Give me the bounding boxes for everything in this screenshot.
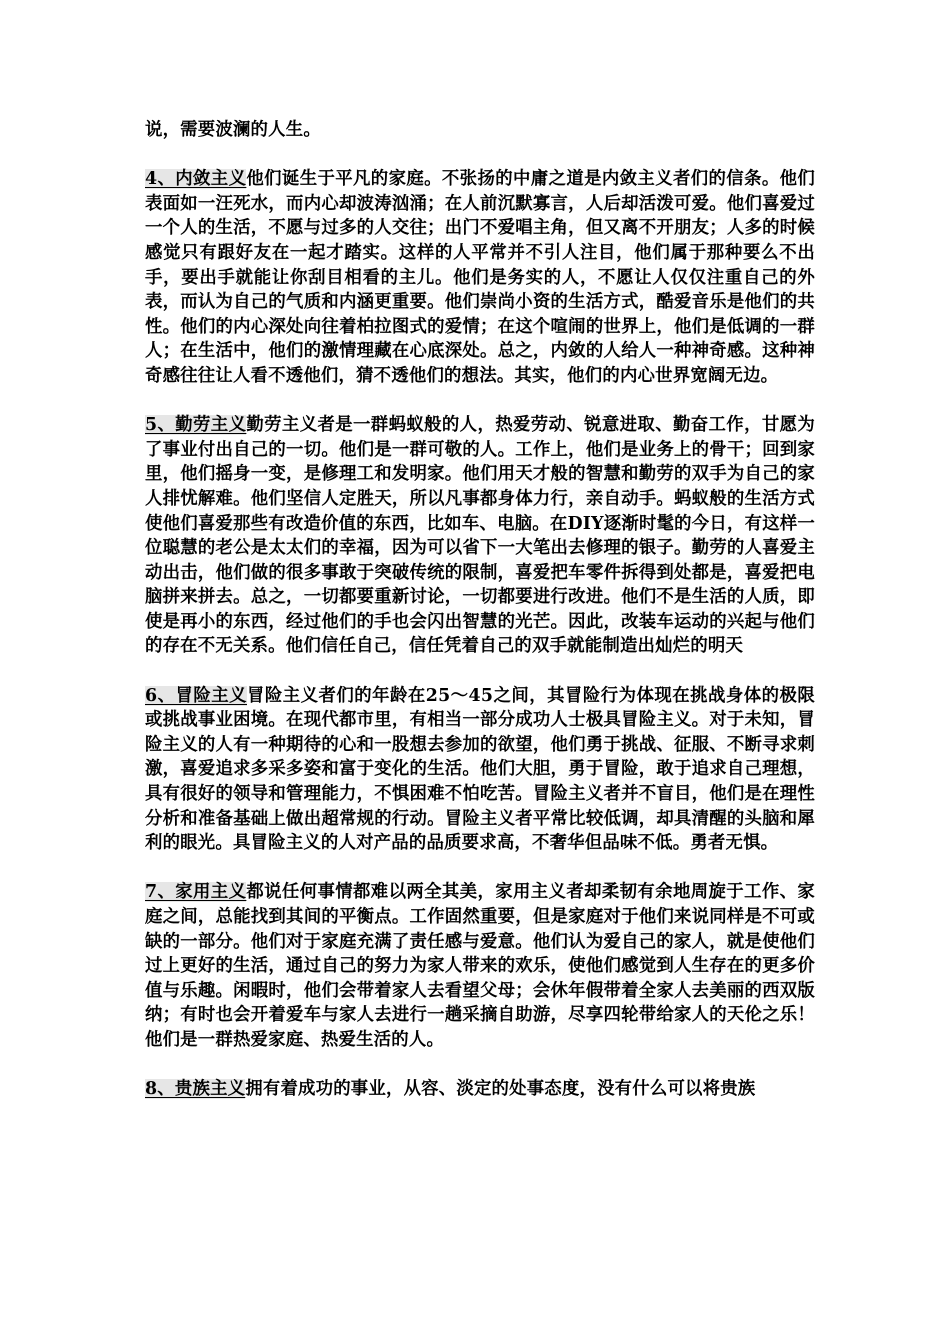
section-aristocrat xyxy=(145,1077,815,1102)
section-heading: 6、冒险主义 xyxy=(145,685,247,706)
section-heading: 5、勤劳主义 xyxy=(145,415,247,436)
document-body xyxy=(145,118,815,1102)
section-text: 拥有着成功的事业，从容、淡定的处事态度，没有什么可以将贵族 xyxy=(245,1079,756,1100)
section-introvert xyxy=(145,167,815,388)
intro-paragraph: 说，需要波澜的人生。 xyxy=(145,120,321,140)
section-text: 勤劳主义者是一群蚂蚁般的人，热爱劳动、锐意进取、勤奋工作，甘愿为了事业付出自己的一切。他们是一群可敬的人。工作上，他们是业务上的骨干；回到家里，他们摇身一变，是修理工和发明家。他们用天才般的智慧和勤劳的双手为自己的家人排忧解难。他们坚信人定胜天，所以凡事都身体力行，亲自动手。蚂蚁般的生活方式使他们喜爱那些有改造价值的东西，比如车、电脑。在DIY逐渐时髦的今日，有这样一位聪慧的老公是太太们的幸福，因为可以省下一大笔出去修理的银子。勤劳的人喜爱主动出击，他们做的很多事敢于突破传统的限制，喜爱把车零件拆得到处都是，喜爱把电脑拼来拼去。总之，一切都要重新讨论，一切都要进行改进。他们不是生活的人质，即使是再小的东西，经过他们的手也会闪出智慧的光芒。因此，改装车运动的兴起与他们的存在不无关系。他们信任自己，信任凭着自己的双手就能制造出灿烂的明天 xyxy=(145,415,815,657)
section-family xyxy=(145,880,815,1052)
section-diligent xyxy=(145,413,815,659)
section-text: 冒险主义者们的年龄在25～45之间，其冒险行为体现在挑战身体的极限或挑战事业困境。在现代都市里，有相当一部分成功人士极具冒险主义。对于未知，冒险主义的人有一种期待的心和一股想去参加的欲望，他们勇于挑战、征服、不断寻求刺激，喜爱追求多采多姿和富于变化的生活。他们大胆，勇于冒险，敢于追求自己理想，具有很好的领导和管理能力，不惧困难不怕吃苦。冒险主义者并不盲目，他们是在理性分析和准备基础上做出超常规的行动。冒险主义者平常比较低调，却具清醒的头脑和犀利的眼光。具冒险主义的人对产品的品质要求高，不奢华但品味不低。勇者无惧。 xyxy=(145,685,815,854)
section-heading: 8、贵族主义 xyxy=(145,1079,246,1100)
section-adventure xyxy=(145,684,815,856)
section-heading: 4、内敛主义 xyxy=(145,169,247,190)
section-text: 他们诞生于平凡的家庭。不张扬的中庸之道是内敛主义者们的信条。他们表面如一汪死水，而内心却波涛汹涌；在人前沉默寡言，人后却活泼可爱。他们喜爱过一个人的生活，不愿与过多的人交往；出门不爱唱主角，但又离不开朋友；人多的时候感觉只有跟好友在一起才踏实。这样的人平常并不引人注目，他们属于那种要么不出手，要出手就能让你刮目相看的主儿。他们是务实的人，不愿让人仅仅注重自己的外表，而认为自己的气质和内涵更重要。他们崇尚小资的生活方式，酷爱音乐是他们的共性。他们的内心深处向往着柏拉图式的爱情；在这个喧闹的世界上，他们是低调的一群人；在生活中，他们的激情理藏在心底深处。总之，内敛的人给人一种神奇感。这种神奇感往往让人看不透他们，猜不透他们的想法。其实，他们的内心世界宽阔无边。 xyxy=(145,169,815,386)
section-text: 都说任何事情都难以两全其美，家用主义者却柔韧有余地周旋于工作、家庭之间，总能找到其间的平衡点。工作固然重要，但是家庭对于他们来说同样是不可或缺的一部分。他们对于家庭充满了责任感与爱意。他们认为爱自己的家人，就是使他们过上更好的生活，通过自己的努力为家人带来的欢乐，使他们感觉到人生存在的更多价值与乐趣。闲暇时，他们会带着家人去看望父母；会休年假带着全家人去美丽的西双版纳；有时也会开着爱车与家人去进行一趟采摘自助游，尽享四轮带给家人的天伦之乐！他们是一群热爱家庭、热爱生活的人。 xyxy=(145,882,815,1050)
section-heading: 7、家用主义 xyxy=(145,882,247,903)
